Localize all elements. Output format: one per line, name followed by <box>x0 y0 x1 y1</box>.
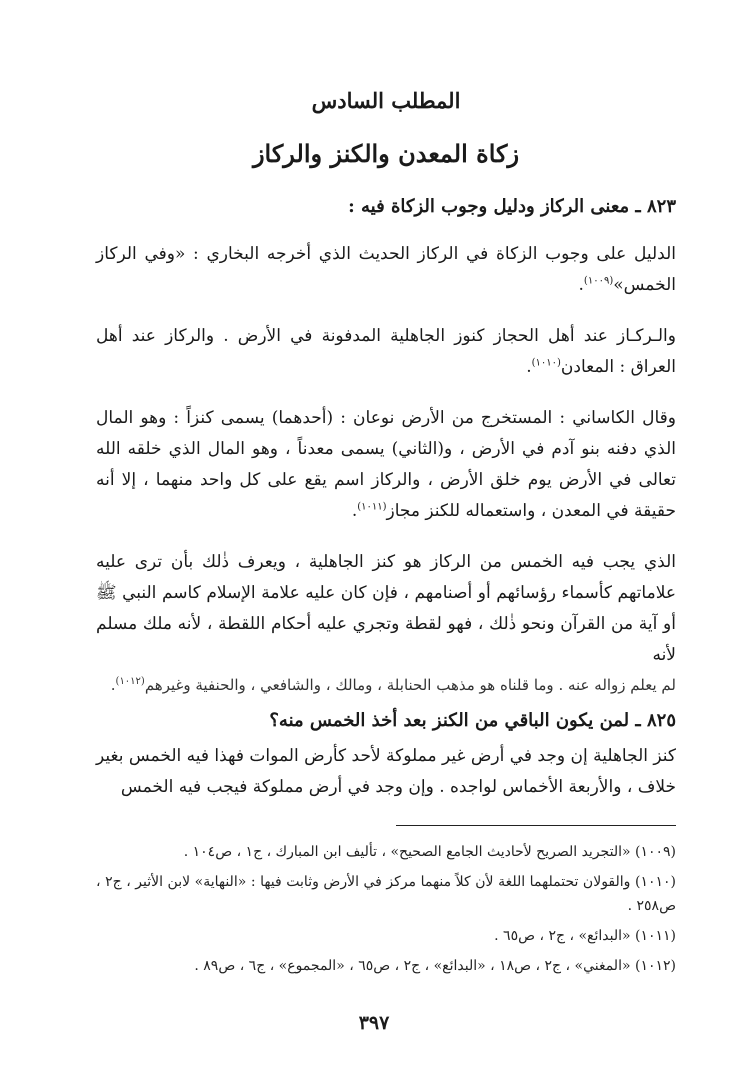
paragraph <box>96 239 676 301</box>
paragraph-text: وقال الكاساني : المستخرج من الأرض نوعان : (أحدهما) يسمى كنزاً : وهو المال الذي دفنه بنو آدم في الأرض ، و(الثاني) يسمى معدناً ، وهو المال الذي خلقه الله تعالى في الأرض يوم خلق الأرض ، والركاز اسم يقع على كل واحد منهما ، إلا أنه حقيقة في المعدن ، واستعماله للكنز مجاز <box>96 408 676 521</box>
footnote-divider <box>396 825 676 826</box>
paragraph <box>96 403 676 527</box>
footnote: (١٠١٢) «المغني» ، ج٢ ، ص١٨ ، «البدائع» ، ج٢ ، ص٦٥ ، «المجموع» ، ج٦ ، ص٨٩ . <box>194 958 676 974</box>
footnote-ref[interactable]: (١٠٠٩) <box>583 275 614 287</box>
paragraph <box>96 321 676 383</box>
paragraph <box>96 741 676 803</box>
footnote: (١٠٠٩) «التجريد الصريح لأحاديث الجامع الصحيح» ، تأليف ابن المبارك ، ج١ ، ص١٠٤ . <box>183 844 676 860</box>
section-823 <box>96 196 676 700</box>
paragraph <box>96 547 676 671</box>
footnote-ref[interactable]: (١٠١٢) <box>115 676 145 687</box>
section-subtitle: زكاة المعدن والكنز والركاز <box>252 139 520 168</box>
page-number: ٣٩٧ <box>358 1012 390 1034</box>
paragraph-end: . <box>578 275 584 295</box>
paragraph-end: . <box>110 676 116 694</box>
paragraph <box>96 671 676 700</box>
section-heading: ٨٢٣ ـ معنى الركاز ودليل وجوب الزكاة فيه : <box>348 196 676 217</box>
footnote: (١٠١١) «البدائع» ، ج٢ ، ص٦٥ . <box>494 928 676 944</box>
paragraph-end: . <box>351 501 358 521</box>
paragraph-text: لم يعلم زواله عنه . وما قلناه هو مذهب الحنابلة ، ومالك ، والشافعي ، والحنفية وغيرهم <box>144 676 676 694</box>
paragraph-text: كنز الجاهلية إن وجد في أرض غير مملوكة لأحد كأرض الموات فهذا فيه الخمس بغير خلاف ، والأربعة الأخماس لواجده . وإن وجد في أرض مملوكة فيجب فيه الخمس <box>96 746 676 797</box>
footnote-ref[interactable]: (١٠١٠) <box>531 357 561 369</box>
paragraph-end: . <box>526 357 532 377</box>
section-title: المطلب السادس <box>311 88 461 113</box>
page-body <box>96 70 676 984</box>
footnote: (١٠١٠) والقولان تحتملهما اللغة لأن كلاً منهما مركز في الأرض وثابت فيها : «النهاية» لابن الأثير ، ج٢ ، ص٢٥٨ . <box>96 874 676 914</box>
footnotes <box>96 840 676 978</box>
footnote-ref[interactable]: (١٠١١) <box>357 501 387 513</box>
paragraph-text: الدليل على وجوب الزكاة في الركاز الحديث الذي أخرجه البخاري : «وفي الركاز الخمس» <box>96 244 676 295</box>
section-heading: ٨٢٥ ـ لمن يكون الباقي من الكنز بعد أخذ الخمس منه؟ <box>269 710 676 731</box>
paragraph-text: والـركـاز عند أهل الحجاز كنوز الجاهلية المدفونة في الأرض . والركاز عند أهل العراق : المعادن <box>96 326 676 377</box>
section-825 <box>96 710 676 803</box>
paragraph-text: الذي يجب فيه الخمس من الركاز هو كنز الجاهلية ، ويعرف ذٰلك بأن ترى عليه علاماتهم كأسماء رؤسائهم أو أصنامهم ، فإن كان عليه علامة الإسلام كاسم النبي ﷺ أو آية من القرآن ونحو ذٰلك ، فهو لقطة وتجري عليه أحكام اللقطة ، لأنه ملك مسلم لأنه <box>96 552 676 665</box>
